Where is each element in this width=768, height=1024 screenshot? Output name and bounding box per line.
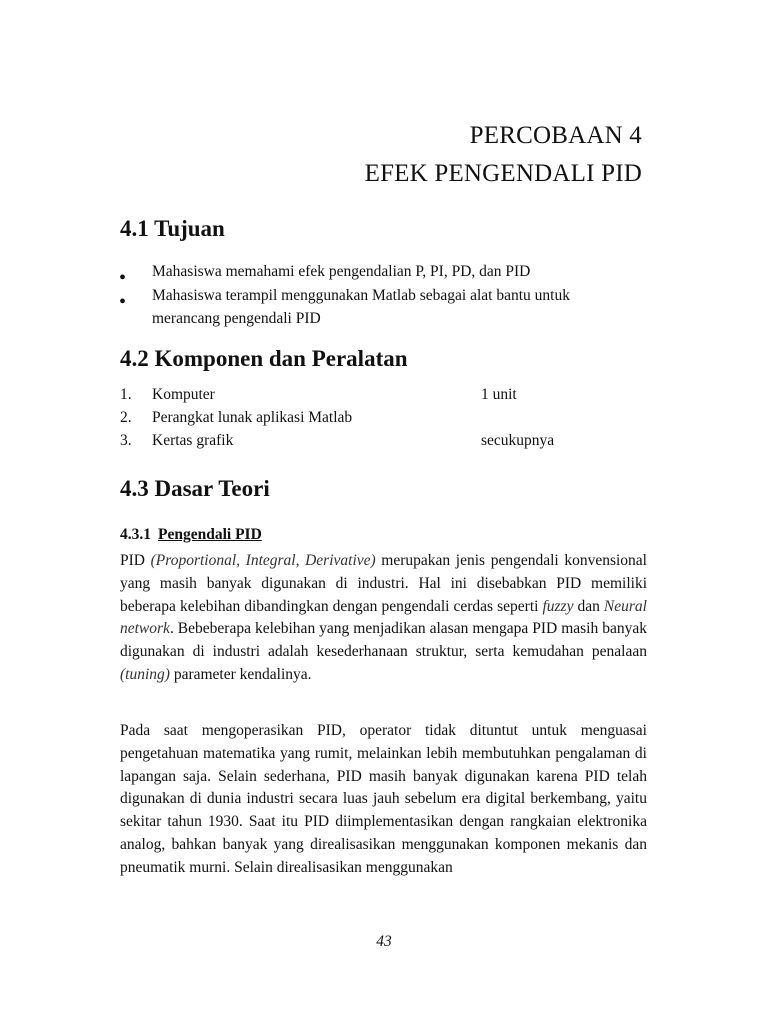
list-quantity: secukupnya (481, 432, 555, 449)
list-number: 2. (120, 409, 132, 426)
subsection-number: 4.3.1 (120, 526, 151, 543)
list-number: 3. (120, 432, 132, 449)
bullet-text: Mahasiswa memahami efek pengendalian P, PI, PD, dan PID (152, 263, 531, 280)
paragraph-1: PID (Proportional, Integral, Derivative) merupakan jenis pengendali konvensional yang masih banyak digunakan di industri. Hal ini disebabkan PID memiliki beberapa kelebihan dibandingkan dengan pengendali cerdas seperti fuzzy dan Neural network. Bebeberapa kelebihan yang menjadikan alasan mengapa PID masih banyak digunakan di industri adalah kesederhanaan struktur, serta kemudahan penalaan (tuning) parameter kendalinya. (120, 552, 647, 683)
list-number: 1. (120, 386, 132, 403)
chapter-title: EFEK PENGENDALI PID (364, 160, 642, 187)
bullet-text: Mahasiswa terampil menggunakan Matlab sebagai alat bantu untuk merancang pengendali PID (152, 287, 570, 327)
list-quantity: 1 unit (481, 386, 517, 403)
bullet-icon: • (119, 291, 127, 313)
page-number: 43 (376, 933, 392, 950)
list-item: Komputer (152, 386, 215, 403)
subsection-heading (120, 526, 262, 544)
list-item: Kertas grafik (152, 432, 234, 449)
list-item: Perangkat lunak aplikasi Matlab (152, 409, 353, 426)
subsection-title: Pengendali PID (158, 526, 262, 543)
bullet-icon: • (119, 267, 127, 289)
section-heading-komponen: 4.2 Komponen dan Peralatan (120, 346, 408, 371)
chapter-label: PERCOBAAN 4 (469, 122, 642, 149)
paragraph-2: Pada saat mengoperasikan PID, operator tidak dituntut untuk menguasai pengetahuan matematika yang rumit, melainkan lebih membutuhkan pengalaman di lapangan saja. Selain sederhana, PID masih banyak digunakan karena PID telah digunakan di dunia industri secara luas jauh sebelum era digital berkembang, yaitu sekitar tahun 1930. Saat itu PID diimplementasikan dengan rangkaian elektronika analog, bahkan banyak yang direalisasikan menggunakan komponen mekanis dan pneumatik murni. Selain direalisasikan menggunakan (120, 722, 647, 876)
section-heading-tujuan: 4.1 Tujuan (120, 216, 225, 241)
section-heading-dasar-teori: 4.3 Dasar Teori (120, 476, 270, 501)
